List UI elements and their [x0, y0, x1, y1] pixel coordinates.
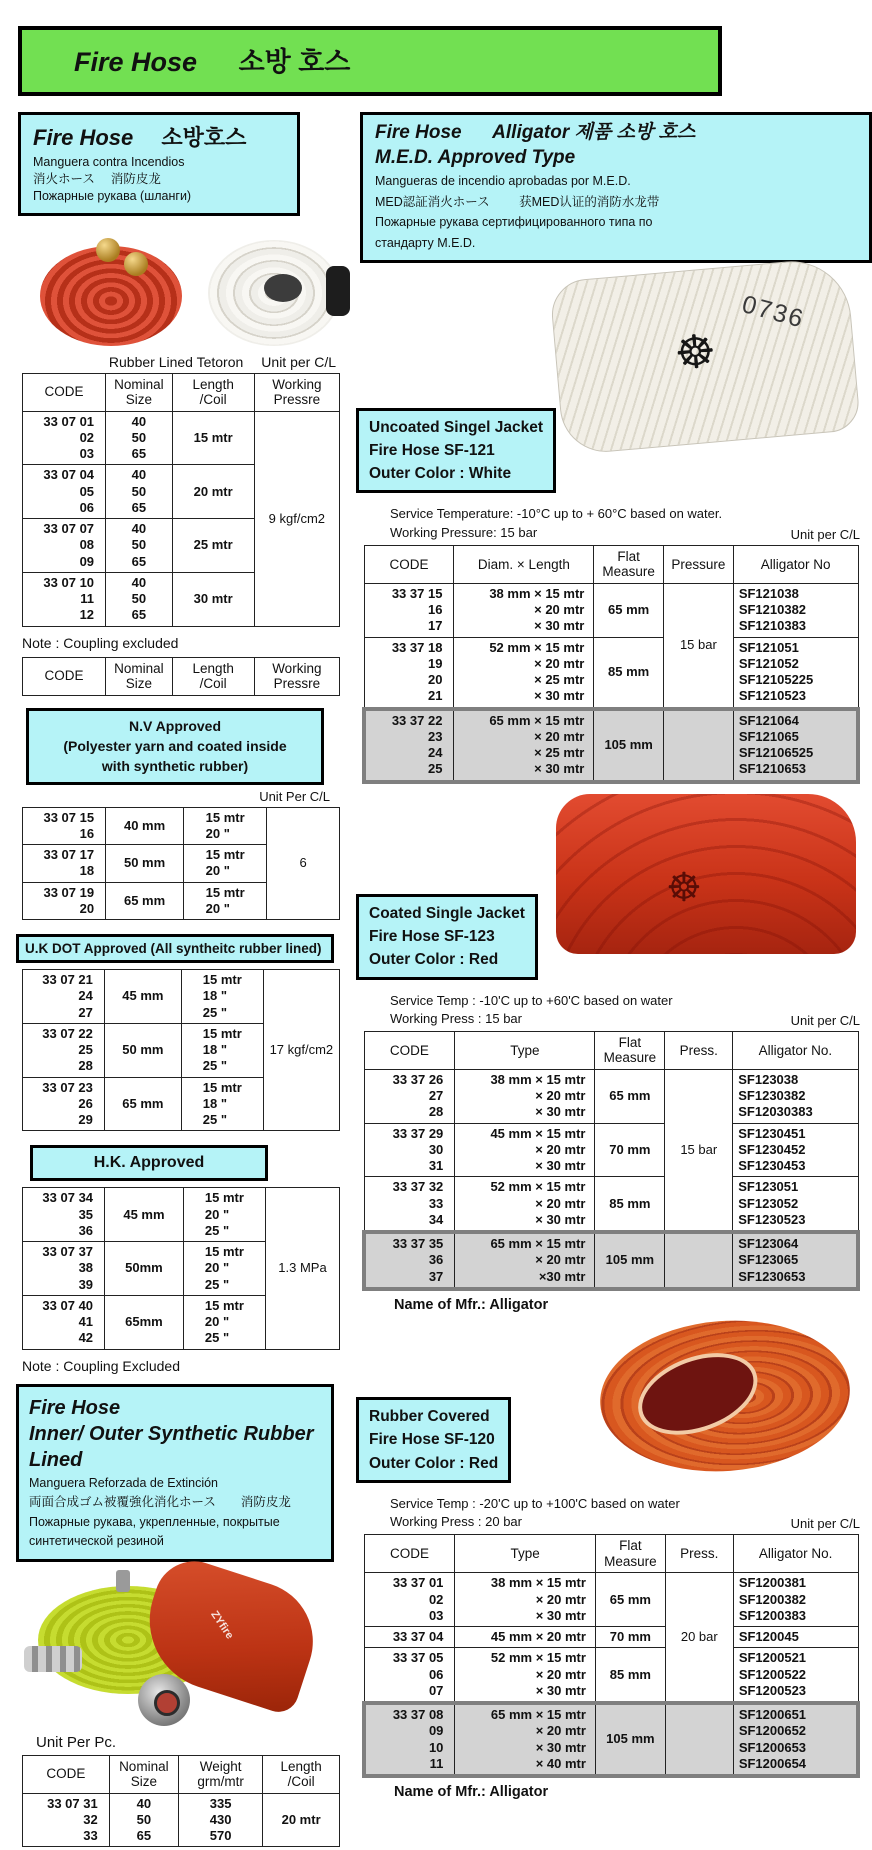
table-cell: 33 07 07 08 09 — [23, 519, 106, 573]
manufacturer-label: Name of Mfr.: Alligator — [394, 1296, 549, 1313]
table-cell: 33 07 10 11 12 — [23, 572, 106, 626]
intro-line-ru: Пожарные рукава (шланги) — [33, 188, 192, 203]
intro-line-es: Manguera contra Incendios — [33, 155, 185, 169]
table-row — [23, 1793, 340, 1847]
column-header: Flat Measure — [595, 1031, 665, 1069]
table-row — [23, 807, 340, 845]
table-cell: 15 mtr 20 " — [184, 845, 267, 883]
table-cell: SF123038 SF1230382 SF12030383 — [733, 1069, 858, 1123]
table-cell: 70 mm — [595, 1123, 665, 1177]
table-cell: 70 mm — [595, 1627, 665, 1648]
table-cell: 33 07 34 35 36 — [23, 1188, 105, 1242]
table-cell: SF1230451 SF1230452 SF1230453 — [733, 1123, 858, 1177]
table-cell: 105 mm — [595, 1703, 665, 1776]
table-cell: SF121064 SF121065 SF12106525 SF1210653 — [733, 709, 858, 782]
table-cell: 38 mm × 15 mtr × 20 mtr × 30 mtr — [455, 1069, 595, 1123]
table-cell: 15 mtr 20 " — [184, 882, 267, 920]
page-title-ko: 소방 호스 — [238, 47, 351, 77]
note-coupling-excluded: Note : Coupling Excluded — [22, 1357, 180, 1374]
column-header: Nominal Size — [106, 373, 173, 411]
header-row — [364, 1535, 858, 1573]
table-cell: 33 37 05 06 07 — [364, 1648, 455, 1703]
sf121-box-line-3: Outer Color : White — [369, 465, 512, 483]
sf121-label-box — [356, 408, 556, 494]
table-cell: 335 430 570 — [178, 1793, 262, 1847]
table-cell: 33 37 22 23 24 25 — [364, 709, 454, 782]
table-row — [23, 1188, 340, 1242]
data-table — [22, 373, 340, 627]
table-cell: 65 mm — [106, 882, 184, 920]
table-cell: 15 mtr 18 " 25 " — [181, 970, 263, 1024]
sf123-service-temp: Service Temp : -10'C up to +60'C based on water — [390, 992, 673, 1008]
table-cell: 15 mtr 20 " 25 " — [183, 1242, 265, 1296]
unit-per-cl-label: Unit per C/L — [790, 526, 860, 542]
table-cell: SF120045 — [733, 1627, 858, 1648]
table-cell: 38 mm × 15 mtr × 20 mtr × 30 mtr — [454, 583, 594, 637]
column-header: Alligator No — [733, 545, 858, 583]
column-header: Alligator No. — [733, 1535, 858, 1573]
sf121-table — [354, 545, 860, 784]
intro-box-title — [33, 121, 285, 152]
table-cell: 65 mm — [595, 1573, 665, 1627]
metal-tip-icon — [116, 1570, 130, 1592]
hose-number-marking: 0736 — [739, 290, 809, 334]
table-cell: 105 mm — [594, 709, 664, 782]
catalog-page — [0, 26, 870, 1844]
sf123-box-line-1: Coated Single Jacket — [369, 904, 525, 922]
table-cell: 45 mm — [104, 970, 181, 1024]
sf123-label-box — [356, 894, 538, 980]
table-cell: 1.3 MPa — [265, 1188, 339, 1349]
ukdot-approved-table — [14, 969, 340, 1131]
hk-approved-table — [14, 1187, 340, 1349]
table-row — [364, 637, 858, 709]
column-header: CODE — [23, 373, 106, 411]
content-columns — [0, 112, 870, 1850]
table-cell: 85 mm — [595, 1177, 665, 1232]
table-cell: 15 bar — [665, 1069, 733, 1232]
table-row — [364, 1703, 858, 1776]
table-row — [364, 1648, 858, 1703]
table-cell: 33 07 37 38 39 — [23, 1242, 105, 1296]
table-cell: 15 mtr 18 " 25 " — [181, 1023, 263, 1077]
unit-per-cl-label: Unit per C/L — [261, 353, 336, 370]
hose-nozzle-icon — [138, 1674, 190, 1726]
table-row — [364, 1232, 858, 1289]
header-row — [364, 545, 858, 583]
column-header: Length /Coil — [172, 373, 254, 411]
sf120-box-line-3: Outer Color : Red — [369, 1454, 499, 1472]
table-cell: 33 07 31 32 33 — [23, 1793, 110, 1847]
table-row — [23, 411, 340, 465]
table-cell: 6 — [267, 807, 340, 920]
table-cell: 50 mm — [104, 1023, 181, 1077]
med-title-2: M.E.D. Approved Type — [375, 146, 576, 168]
table-cell: 50 mm — [106, 845, 184, 883]
table-cell: 52 mm × 15 mtr × 20 mtr × 30 mtr — [455, 1648, 596, 1703]
rubber-box-title-2: Inner/ Outer Synthetic Rubber Lined — [29, 1422, 314, 1471]
table-cell: 65 mm — [595, 1069, 665, 1123]
header-only-table — [14, 657, 340, 696]
table-cell: 65 mm × 15 mtr × 20 mtr ×30 mtr — [455, 1232, 595, 1289]
table-cell: 20 mtr — [172, 465, 254, 519]
sf123-conditions — [390, 992, 860, 1028]
table-cell: 65 mm — [594, 583, 664, 637]
table-cell: 15 bar — [663, 583, 733, 708]
orange-coil-photo — [595, 1312, 855, 1479]
sf120-label-box — [356, 1397, 511, 1483]
unit-per-cl-label: Unit per C/L — [790, 1012, 860, 1028]
nv-line-3: with synthetic rubber) — [101, 758, 249, 775]
data-table — [362, 545, 860, 784]
hk-approved-band: H.K. Approved — [30, 1145, 268, 1181]
nv-line-1: N.V Approved — [128, 717, 222, 734]
sf121-service-temp: Service Temperature: -10°C up to + 60°C based on water. — [390, 506, 723, 522]
table-row — [364, 709, 858, 782]
table-cell: 33 37 35 36 37 — [364, 1232, 455, 1289]
table1-caption — [14, 354, 336, 370]
data-table — [22, 1755, 340, 1848]
note-coupling-excluded: Note : Coupling excluded — [22, 634, 179, 651]
weight-table — [14, 1755, 340, 1848]
med-title-en: Fire Hose — [375, 122, 462, 143]
column-header: Press. — [665, 1535, 733, 1573]
column-header: Working Pressre — [254, 657, 339, 695]
data-table — [362, 1534, 860, 1778]
table-cell: 40 50 65 — [106, 572, 173, 626]
product-photos-row — [40, 228, 340, 346]
table-cell: 33 37 08 09 10 11 — [364, 1703, 455, 1776]
med-line-ru-2: стандарту M.E.D. — [375, 235, 476, 250]
table-cell: 33 37 01 02 03 — [364, 1573, 455, 1627]
med-approved-box — [360, 112, 872, 263]
nozzle-inner — [154, 1690, 180, 1716]
column-header: Nominal Size — [106, 657, 173, 695]
white-hose-photo — [549, 257, 861, 456]
table-cell: 52 mm × 15 mtr × 20 mtr × 25 mtr × 30 mtr — [454, 637, 594, 709]
brass-coupling-icon — [96, 238, 120, 262]
column-header: Length /Coil — [172, 657, 254, 695]
table-cell: SF123064 SF123065 SF1230653 — [733, 1232, 858, 1289]
sf121-photo-section — [354, 269, 860, 499]
table-cell: 45 mm × 15 mtr × 20 mtr × 30 mtr — [455, 1123, 595, 1177]
intro-title-en: Fire Hose — [33, 125, 134, 150]
column-header: Nominal Size — [109, 1755, 178, 1793]
table-cell: 65 mm × 15 mtr × 20 mtr × 25 mtr × 30 mtr — [454, 709, 594, 782]
table-cell: 65 mm × 15 mtr × 20 mtr × 30 mtr × 40 mtr — [455, 1703, 596, 1776]
data-table — [22, 969, 340, 1131]
table-cell: 33 07 22 25 28 — [23, 1023, 105, 1077]
table-cell: 15 mtr 20 " 25 " — [183, 1295, 265, 1349]
unit-per-cl-label: Unit Per C/L — [259, 788, 330, 804]
black-fitting-icon — [326, 266, 350, 316]
red-coil-photo — [40, 246, 182, 346]
med-title-rest: Alligator 제품 소방 호스 — [492, 122, 696, 143]
table-cell: 33 37 15 16 17 — [364, 583, 454, 637]
sf120-box-line-1: Rubber Covered — [369, 1408, 490, 1426]
table-cell: 20 mtr — [263, 1793, 340, 1847]
column-header: Type — [455, 1535, 596, 1573]
data-table — [22, 1187, 340, 1349]
brass-coupling-icon — [124, 252, 148, 276]
table-cell: 15 mtr 20 " 25 " — [183, 1188, 265, 1242]
table-cell: 40 50 65 — [109, 1793, 178, 1847]
column-header: Weight grm/mtr — [178, 1755, 262, 1793]
sf123-box-line-3: Outer Color : Red — [369, 951, 499, 969]
hose-brand-marking: ZYfire — [208, 1608, 236, 1641]
rubber-box-line-es: Manguera Reforzada de Extinción — [29, 1475, 219, 1490]
column-header: Press. — [665, 1031, 733, 1069]
sf121-box-line-2: Fire Hose SF-121 — [369, 441, 495, 459]
table-cell: SF121051 SF121052 SF12105225 SF1210523 — [733, 637, 858, 709]
ship-wheel-icon: ☸ — [666, 865, 702, 910]
table-row — [364, 1573, 858, 1627]
table-cell: 15 mtr 18 " 25 " — [181, 1077, 263, 1131]
table-cell: 65 mm — [104, 1077, 181, 1131]
med-line-ru-1: Пожарные рукава сертифицированного типа по — [375, 215, 653, 230]
coil-center-hole — [264, 274, 302, 302]
rubber-lined-table — [14, 373, 340, 627]
sf123-working-pressure: Working Press : 15 bar — [390, 1010, 522, 1026]
table-cell: 15 mtr — [172, 411, 254, 465]
right-column — [354, 112, 860, 1850]
table-cell: 40 50 65 — [106, 519, 173, 573]
intro-line-ja-zh: 消火ホース 消防皮龙 — [33, 171, 161, 186]
table-cell: SF1200521 SF1200522 SF1200523 — [733, 1648, 858, 1703]
table-row — [364, 1123, 858, 1177]
table-cell: 33 37 32 33 34 — [364, 1177, 455, 1232]
table-cell: 45 mm × 20 mtr — [455, 1627, 596, 1648]
table-cell: 33 37 04 — [364, 1627, 455, 1648]
table-cell: 33 37 26 27 28 — [364, 1069, 455, 1123]
table-cell: 38 mm × 15 mtr × 20 mtr × 30 mtr — [455, 1573, 596, 1627]
fire-hose-intro-box — [18, 112, 300, 216]
column-header: CODE — [23, 1755, 110, 1793]
rubber-box-line-ru-2: синтетической резиной — [29, 1534, 164, 1549]
sf120-photo-section — [354, 1321, 860, 1489]
table-cell: 33 07 15 16 — [23, 807, 106, 845]
sf123-photo-section — [354, 794, 860, 986]
column-header: CODE — [23, 657, 106, 695]
table-row — [364, 1069, 858, 1123]
header-row — [23, 1755, 340, 1793]
column-header: Pressure — [663, 545, 733, 583]
data-table — [362, 1031, 860, 1291]
column-header: Alligator No. — [733, 1031, 858, 1069]
sf120-box-line-2: Fire Hose SF-120 — [369, 1431, 495, 1449]
table-cell — [665, 1703, 733, 1776]
table-cell: 15 mtr 20 " — [184, 807, 267, 845]
rubber-box-title-1: Fire Hose — [29, 1396, 121, 1419]
table-cell: 40 50 65 — [106, 465, 173, 519]
nv-line-2: (Polyester yarn and coated inside — [63, 737, 287, 754]
table-cell: 30 mtr — [172, 572, 254, 626]
table-cell: 33 07 01 02 03 — [23, 411, 106, 465]
column-header: Working Pressre — [254, 373, 339, 411]
rubber-box-line-ru-1: Пожарные рукава, укрепленные, покрытые — [29, 1514, 280, 1529]
sf123-box-line-2: Fire Hose SF-123 — [369, 928, 495, 946]
sf120-working-pressure: Working Press : 20 bar — [390, 1514, 522, 1530]
sf120-table — [354, 1534, 860, 1778]
page-title-en: Fire Hose — [74, 47, 198, 77]
white-coil-photo — [208, 240, 340, 346]
column-header: CODE — [364, 545, 454, 583]
table-row — [23, 970, 340, 1024]
table-cell — [665, 1232, 733, 1289]
rubber-box-line-ja-zh: 両面合成ゴム被覆強化消化ホース 消防皮龙 — [29, 1495, 291, 1510]
med-line-es: Mangueras de incendio aprobadas por M.E.D. — [375, 174, 631, 189]
table-cell: 85 mm — [595, 1648, 665, 1703]
page-title — [18, 26, 722, 96]
table-cell: 105 mm — [595, 1232, 665, 1289]
table-cell: 33 07 40 41 42 — [23, 1295, 105, 1349]
column-header: CODE — [364, 1031, 455, 1069]
table-cell: SF1200651 SF1200652 SF1200653 SF1200654 — [733, 1703, 858, 1776]
table-cell: 65mm — [105, 1295, 184, 1349]
table-cell: SF123051 SF123052 SF1230523 — [733, 1177, 858, 1232]
table-row — [364, 1177, 858, 1232]
table-cell: 33 37 29 30 31 — [364, 1123, 455, 1177]
column-header: Length /Coil — [263, 1755, 340, 1793]
column-header: Flat Measure — [594, 545, 664, 583]
table-cell: 45 mm — [105, 1188, 184, 1242]
unit-per-cl-label: Unit per C/L — [790, 1516, 860, 1532]
table-cell: 17 kgf/cm2 — [263, 970, 339, 1131]
table-cell: SF1200381 SF1200382 SF1200383 — [733, 1573, 858, 1627]
table-cell: 40 mm — [106, 807, 184, 845]
sf121-working-pressure: Working Pressure: 15 bar — [390, 524, 538, 540]
ship-wheel-icon: ☸ — [672, 324, 719, 380]
table-cell: 33 07 19 20 — [23, 882, 106, 920]
sf121-conditions — [390, 505, 860, 541]
table-cell: 33 07 17 18 — [23, 845, 106, 883]
sf121-box-line-1: Uncoated Singel Jacket — [369, 418, 544, 436]
column-header: CODE — [364, 1535, 455, 1573]
table-cell: 50mm — [105, 1242, 184, 1296]
intro-title-ko: 소방호스 — [161, 125, 247, 150]
table-cell: 20 bar — [665, 1573, 733, 1703]
table-cell: 85 mm — [594, 637, 664, 709]
table-cell: SF121038 SF1210382 SF1210383 — [733, 583, 858, 637]
red-hose-photo — [556, 794, 856, 954]
header-row — [23, 373, 340, 411]
header-row — [23, 657, 340, 695]
med-line-zh: 获MED认证的消防水龙带 — [519, 194, 660, 209]
table-row — [364, 583, 858, 637]
table-row — [364, 1627, 858, 1648]
table-cell: 9 kgf/cm2 — [254, 411, 339, 626]
sf123-table — [354, 1031, 860, 1291]
table-cell: 52 mm × 15 mtr × 20 mtr × 30 mtr — [455, 1177, 595, 1232]
table-cell: 33 07 04 05 06 — [23, 465, 106, 519]
table-cell: 33 07 21 24 27 — [23, 970, 105, 1024]
sf120-service-temp: Service Temp : -20'C up to +100'C based on water — [390, 1495, 680, 1511]
nv-approved-table — [14, 807, 340, 921]
table-cell: 25 mtr — [172, 519, 254, 573]
table-cell: 40 50 65 — [106, 411, 173, 465]
sf120-conditions — [390, 1495, 860, 1531]
rubber-lined-label: Rubber Lined Tetoron — [108, 353, 244, 370]
table-cell: 33 37 18 19 20 21 — [364, 637, 454, 709]
med-line-ja: MED認証消火ホース — [375, 194, 490, 209]
bottom-photos-row — [14, 1570, 340, 1720]
left-column — [14, 112, 340, 1850]
column-header: Diam. × Length — [454, 545, 594, 583]
data-table — [22, 807, 340, 921]
table-cell: 33 07 23 26 29 — [23, 1077, 105, 1131]
nv-approved-box — [26, 708, 324, 785]
data-table — [22, 657, 340, 696]
manufacturer-label: Name of Mfr.: Alligator — [394, 1784, 549, 1801]
unit-per-pc-label: Unit Per Pc. — [36, 1733, 117, 1751]
ukdot-approved-band: U.K DOT Approved (All syntheitc rubber lined) — [16, 934, 334, 963]
column-header: Type — [455, 1031, 595, 1069]
synthetic-rubber-lined-box — [16, 1384, 334, 1562]
metal-coupling-icon — [24, 1646, 82, 1672]
hose-opening — [627, 1338, 769, 1450]
table-cell — [663, 709, 733, 782]
header-row — [364, 1031, 858, 1069]
column-header: Flat Measure — [595, 1535, 665, 1573]
